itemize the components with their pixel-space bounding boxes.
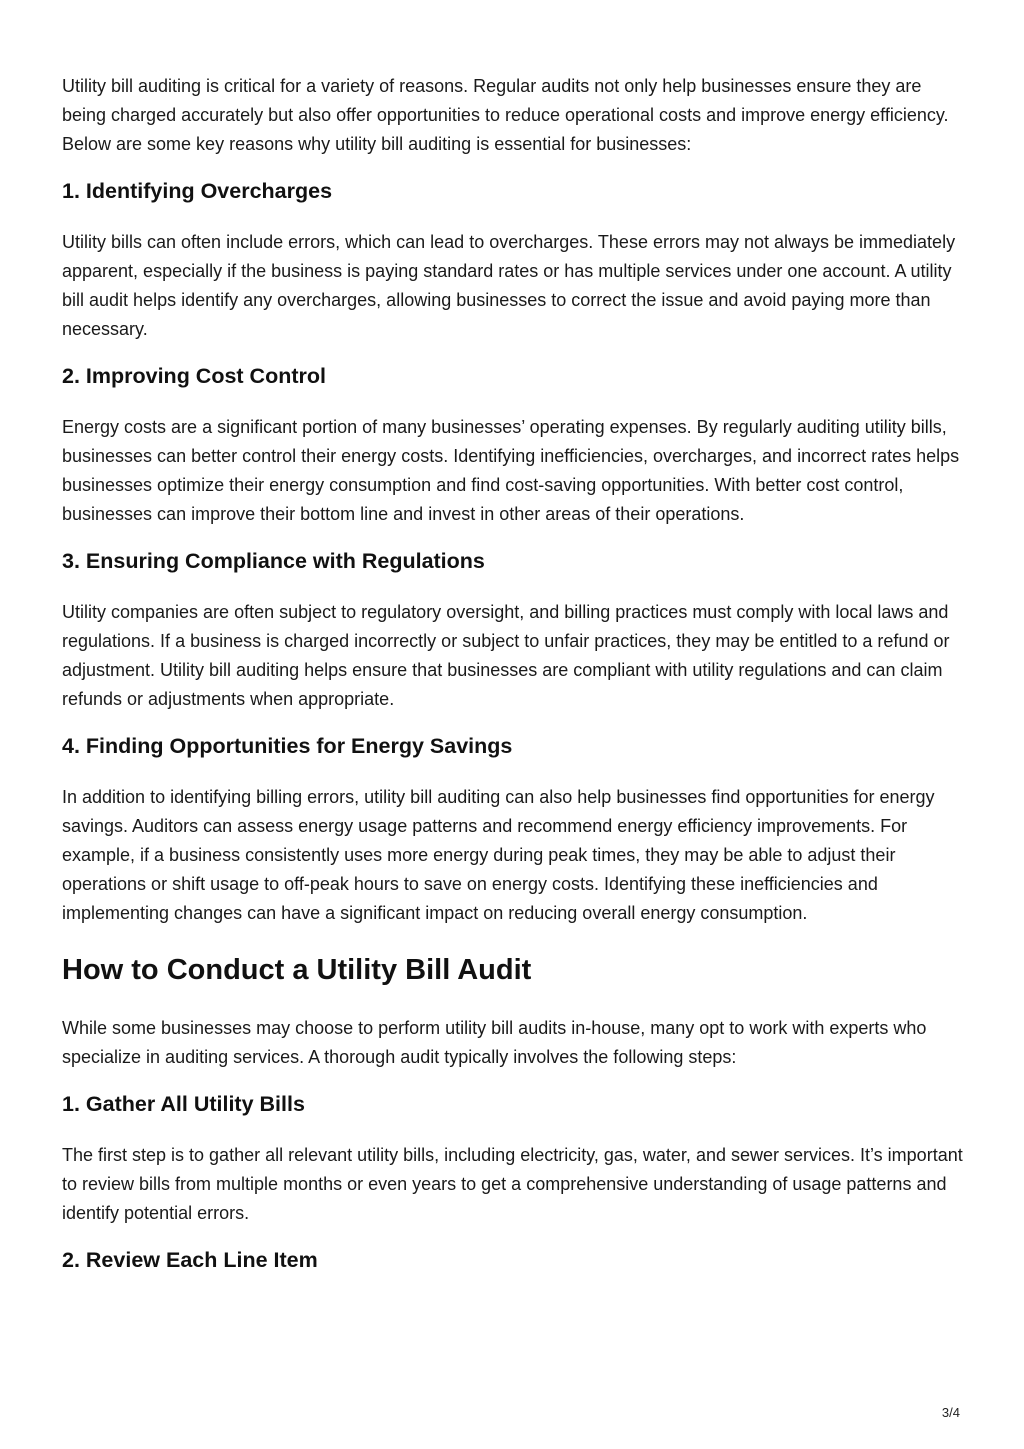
page-number: 3/4 (941, 1405, 960, 1420)
step-heading-gather-bills: 1. Gather All Utility Bills (62, 1092, 305, 1116)
document-page (62, 72, 966, 1274)
reason-heading-overcharges: 1. Identifying Overcharges (62, 179, 333, 203)
intro-paragraph: Utility bill auditing is critical for a variety of reasons. Regular audits not only help businesses ensure they are being charged accurately but also offer opportunities to reduce operational costs and improve energy efficiency. Below are some key reasons why utility bill auditing is essential for businesses: (62, 76, 949, 154)
reason-body-energy-savings: In addition to identifying billing errors, utility bill auditing can also help businesses find opportunities for energy savings. Auditors can assess energy usage patterns and recommend energy efficiency improvements. For example, if a business consistently uses more energy during peak times, they may be able to adjust their operations or shift usage to off-peak hours to save on energy costs. Identifying these inefficiencies and implementing changes can have a significant impact on reducing overall energy consumption. (62, 787, 935, 923)
reason-body-cost-control: Energy costs are a significant portion of many businesses’ operating expenses. By regularly auditing utility bills, businesses can better control their energy costs. Identifying inefficiencies, overcharges, and incorrect rates helps businesses optimize their energy consumption and find cost-saving opportunities. With better cost control, businesses can improve their bottom line and invest in other areas of their operations. (62, 417, 960, 524)
reason-body-compliance: Utility companies are often subject to regulatory oversight, and billing practices must comply with local laws and regulations. If a business is charged incorrectly or subject to unfair practices, they may be entitled to a refund or adjustment. Utility bill auditing helps ensure that businesses are compliant with utility regulations and can claim refunds or adjustments when appropriate. (62, 602, 950, 709)
how-to-intro-paragraph: While some businesses may choose to perform utility bill audits in-house, many opt to work with experts who specialize in auditing services. A thorough audit typically involves the following steps: (62, 1018, 927, 1067)
reason-body-overcharges: Utility bills can often include errors, which can lead to overcharges. These errors may not always be immediately apparent, especially if the business is paying standard rates or has multiple services under one account. A utility bill audit helps identify any overcharges, allowing businesses to correct the issue and avoid paying more than necessary. (62, 232, 956, 339)
section-heading-how-to: How to Conduct a Utility Bill Audit (62, 954, 532, 986)
step-body-gather-bills: The first step is to gather all relevant utility bills, including electricity, gas, water, and sewer services. It’s important to review bills from multiple months or even years to get a comprehensive understanding of usage patterns and identify potential errors. (62, 1145, 963, 1223)
step-heading-review-line-items: 2. Review Each Line Item (62, 1248, 318, 1272)
reason-heading-cost-control: 2. Improving Cost Control (62, 364, 326, 388)
reason-heading-compliance: 3. Ensuring Compliance with Regulations (62, 549, 485, 573)
reason-heading-energy-savings: 4. Finding Opportunities for Energy Savings (62, 734, 513, 758)
